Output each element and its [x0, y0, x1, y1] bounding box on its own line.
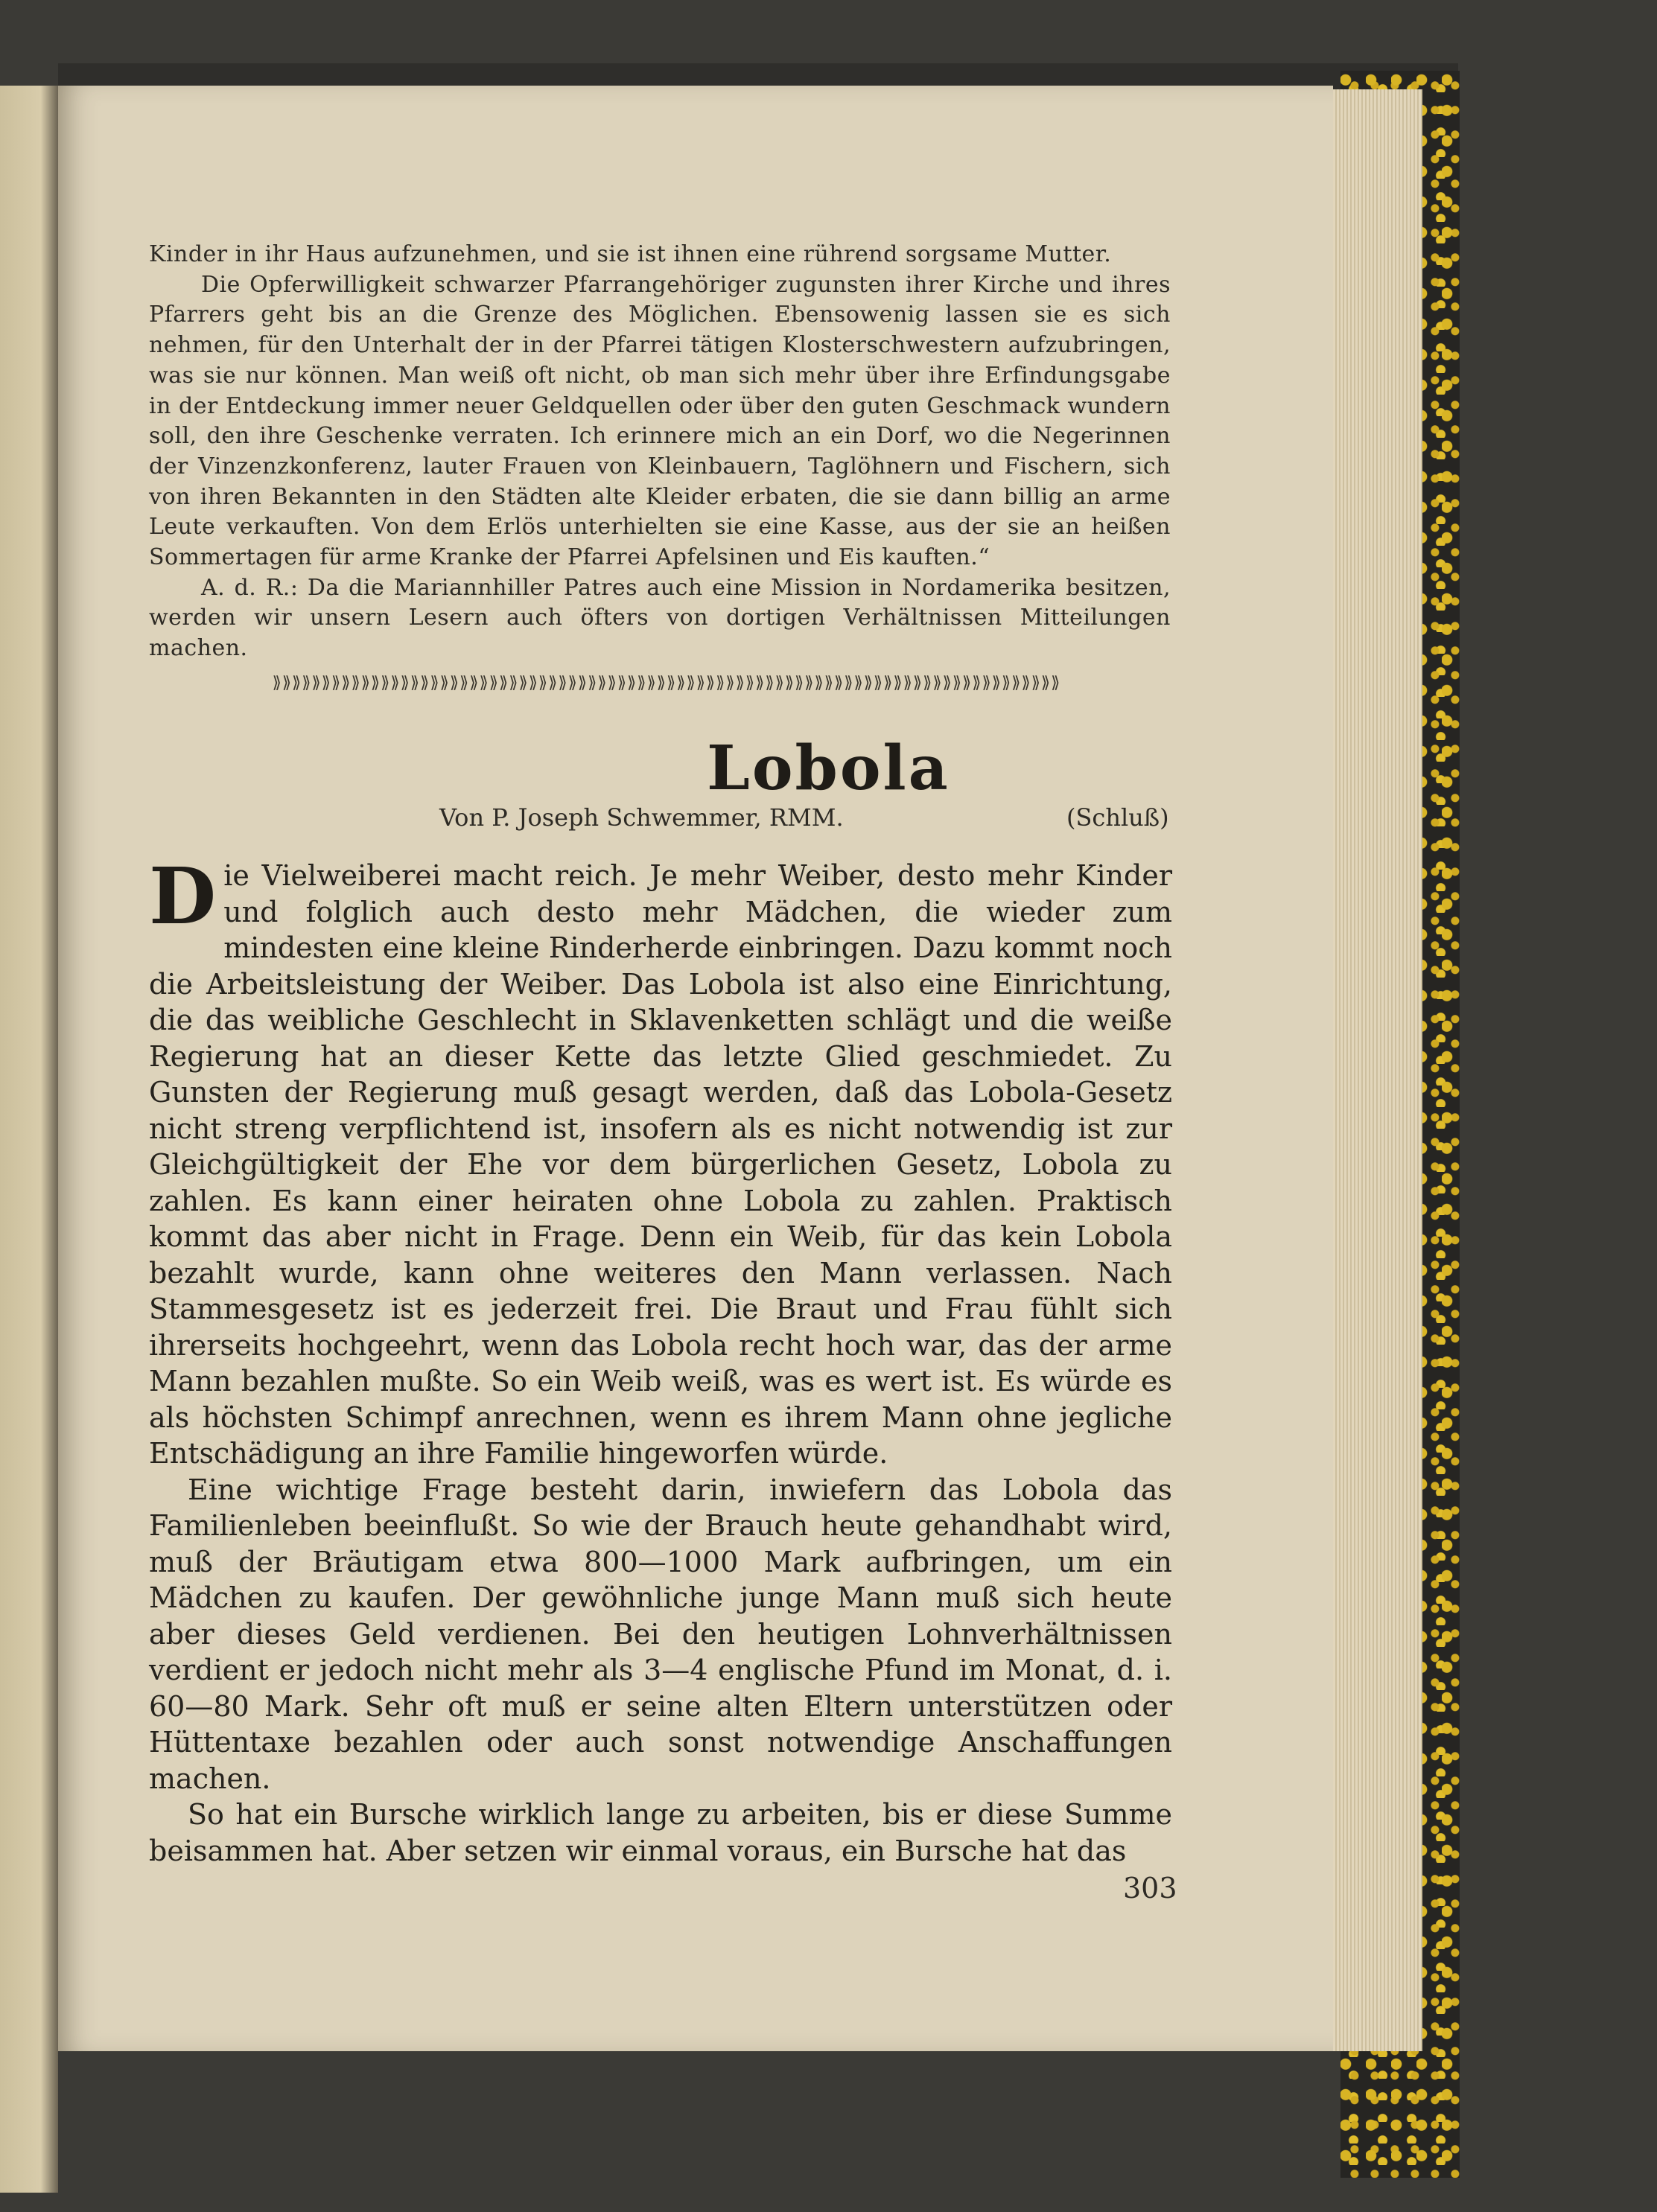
paragraph: Die Opferwilligkeit schwarzer Pfarrangehöriger zugunsten ihrer Kirche und ihres Pfarrers geht bis an die Grenze des Möglichen. Ebensowenig lassen sie es sich nehmen, für den Unterhalt der in der Pfarrei tätigen Klosterschwestern aufzubringen, was sie nur können. Man weiß oft nicht, ob man sich mehr über ihre Erfindungsgabe in der Entdeckung immer neuer Geldquellen oder über den guten Geschmack wundern soll, den ihre Geschenke verraten. Ich erinnere mich an ein Dorf, wo die Negerinnen der Vinzenzkonferenz, lauter Frauen von Kleinbauern, Taglöhnern und Fischern, sich von ihren Bekannten in den Städten alte Kleider erbaten, die sie dann billig an arme Leute verkauften. Von dem Erlös unterhielten sie eine Kasse, aus der sie an heißen Sommertagen für arme Kranke der Pfarrei Apfelsinen und Eis kauften.“: [149, 271, 1171, 571]
article-byline: Von P. Joseph Schwemmer, RMM.: [439, 803, 844, 832]
previous-article-ending: [149, 240, 1171, 664]
left-page-edge: [0, 86, 58, 2193]
ornamental-divider: ⟫⟫⟫⟫⟫⟫⟫⟫⟫⟫⟫⟫⟫⟫⟫⟫⟫⟫⟫⟫⟫⟫⟫⟫⟫⟫⟫⟫⟫⟫⟫⟫⟫⟫⟫⟫⟫⟫⟫⟫⟫⟫⟫⟫⟫⟫⟫⟫⟫⟫⟫⟫⟫⟫⟫⟫⟫⟫⟫⟫⟫⟫⟫⟫⟫⟫⟫⟫⟫⟫⟫⟫⟫⟫⟫⟫⟫⟫⟫⟫: [272, 674, 1061, 692]
continuation-note: (Schluß): [1066, 803, 1169, 832]
paragraph: [149, 850, 1172, 1472]
paragraph-text: ie Vielweiberei macht reich. Je mehr Weiber, desto mehr Kinder und folglich auch desto mehr Mädchen, die wieder zum mindesten eine kleine Rinderherde einbringen. Dazu kommt noch die Arbeitsleistung der Weiber. Das Lobola ist also eine Einrichtung, die das weibliche Geschlecht in Sklavenketten schlägt und die weiße Regierung hat an dieser Kette das letzte Glied geschmiedet. Zu Gunsten der Regierung muß gesagt werden, daß das Lobola-Gesetz nicht streng verpflichtend ist, insofern als es nicht notwendig ist zur Gleichgültigkeit der Ehe vor dem bürgerlichen Gesetz, Lobola zu zahlen. Es kann einer heiraten ohne Lobola zu zahlen. Praktisch kommt das aber nicht in Frage. Denn ein Weib, für das kein Lobola bezahlt wurde, kann ohne weiteres den Mann verlassen. Nach Stammesgesetz ist es jederzeit frei. Die Braut und Frau fühlt sich ihrerseits hochgeehrt, wenn das Lobola recht hoch war, das der arme Mann bezahlen mußte. So ein Weib weiß, was es wert ist. Es würde es als höchsten Schimpf anrechnen, wenn es ihrem Mann ohne jegliche Entschädigung an ihre Familie hingeworfen würde.: [149, 859, 1172, 1470]
article-body: [149, 850, 1172, 1869]
paragraph: Kinder in ihr Haus aufzunehmen, und sie ist ihnen eine rührend sorgsame Mutter.: [149, 241, 1112, 267]
article-title: Lobola: [707, 733, 950, 804]
paragraph: Eine wichtige Frage besteht darin, inwiefern das Lobola das Familienleben beeinflußt. So wie der Brauch heute gehandhabt wird, muß der Bräutigam etwa 800—1000 Mark aufbringen, um ein Mädchen zu kaufen. Der gewöhnliche junge Mann muß sich heute aber dieses Geld verdienen. Bei den heutigen Lohnverhältnissen verdient er jedoch nicht mehr als 3—4 englische Pfund im Monat, d. i. 60—80 Mark. Sehr oft muß er seine alten Eltern unterstützen oder Hüttentaxe bezahlen oder auch sonst notwendige Anschaffungen machen.: [149, 1473, 1172, 1795]
editor-note: A. d. R.: Da die Mariannhiller Patres auch eine Mission in Nordamerika besitzen, werden wir unsern Lesern auch öfters von dortigen Verhältnissen Mitteilungen machen.: [149, 574, 1171, 662]
paragraph: So hat ein Bursche wirklich lange zu arbeiten, bis er diese Summe beisammen hat. Aber setzen wir einmal voraus, ein Bursche hat das: [149, 1798, 1172, 1867]
page-number: 303: [1123, 1872, 1177, 1905]
drop-cap: D: [149, 850, 217, 942]
